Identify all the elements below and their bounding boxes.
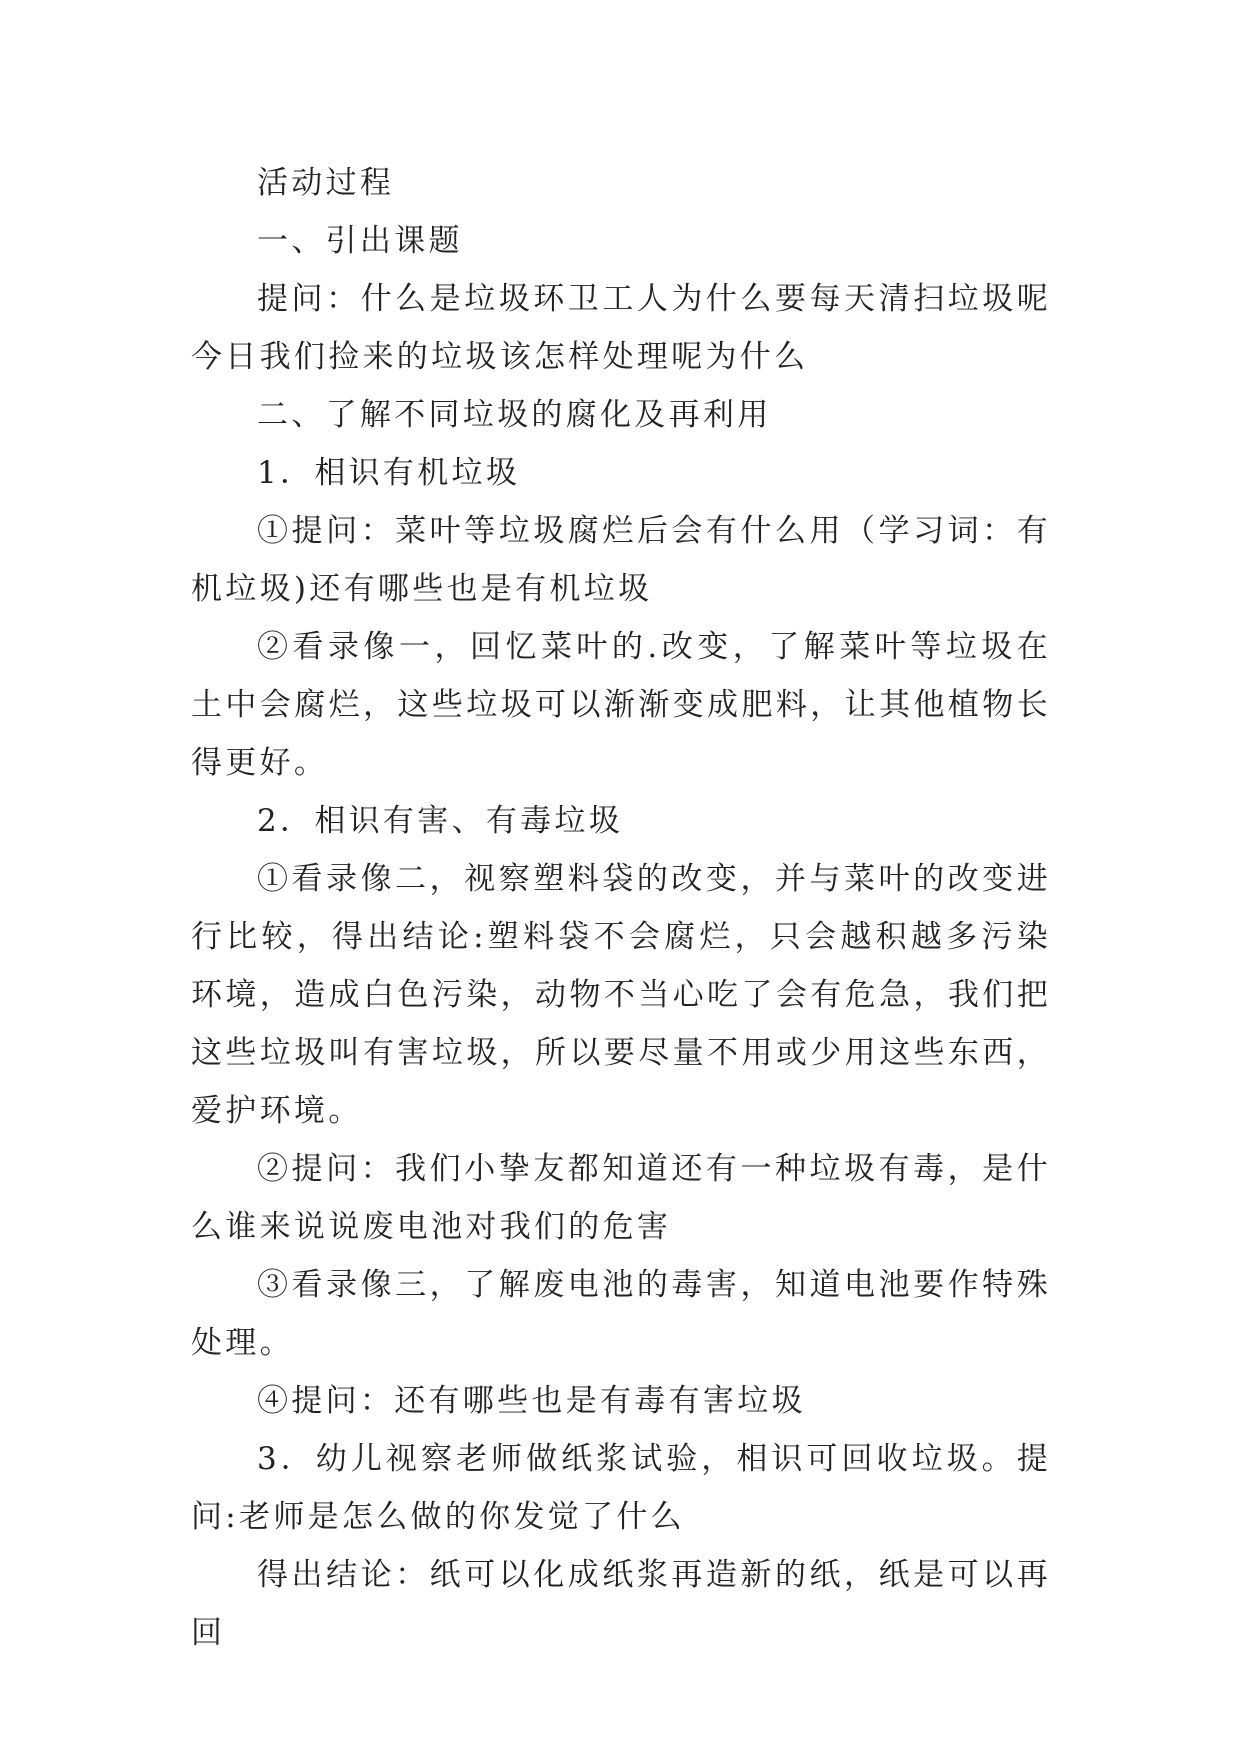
subheading-organic-waste: 1．相识有机垃圾 (257, 455, 521, 491)
paragraph-battery-question: ②提问：我们小挚友都知道还有一种垃圾有毒，是什么谁来说说废电池对我们的危害 (191, 1151, 1051, 1245)
paragraph-conclusion: 得出结论：纸可以化成纸浆再造新的纸，纸是可以再回 (191, 1557, 1051, 1651)
section-heading-2: 二、了解不同垃圾的腐化及再利用 (257, 397, 772, 433)
paragraph-paper-experiment: 3．幼儿视察老师做纸浆试验，相识可回收垃圾。提问:老师是怎么做的你发觉了什么 (191, 1441, 1051, 1535)
paragraph-organic-question: ①提问：菜叶等垃圾腐烂后会有什么用（学习词：有机垃圾)还有哪些也是有机垃圾 (191, 513, 1051, 607)
heading-activity-process: 活动过程 (257, 165, 395, 201)
paragraph-video-two: ①看录像二，视察塑料袋的改变，并与菜叶的改变进行比较，得出结论:塑料袋不会腐烂，只会越积越多污染环境，造成白色污染，动物不当心吃了会有危急，我们把这些垃圾叫有害垃圾，所以要尽量不用或少用这些东西，爱护环境。 (191, 861, 1051, 1129)
paragraph-video-one: ②看录像一，回忆菜叶的.改变，了解菜叶等垃圾在土中会腐烂，这些垃圾可以渐渐变成肥料，让其他植物长得更好。 (191, 629, 1051, 781)
subheading-harmful-waste: 2．相识有害、有毒垃圾 (257, 803, 624, 839)
paragraph-toxic-question: ④提问：还有哪些也是有毒有害垃圾 (257, 1383, 806, 1419)
paragraph-video-three: ③看录像三，了解废电池的毒害，知道电池要作特殊处理。 (191, 1267, 1051, 1361)
document-body (191, 154, 1051, 1662)
section-heading-1: 一、引出课题 (257, 223, 463, 259)
paragraph-question-1: 提问：什么是垃圾环卫工人为什么要每天清扫垃圾呢今日我们捡来的垃圾该怎样处理呢为什么 (191, 281, 1051, 375)
